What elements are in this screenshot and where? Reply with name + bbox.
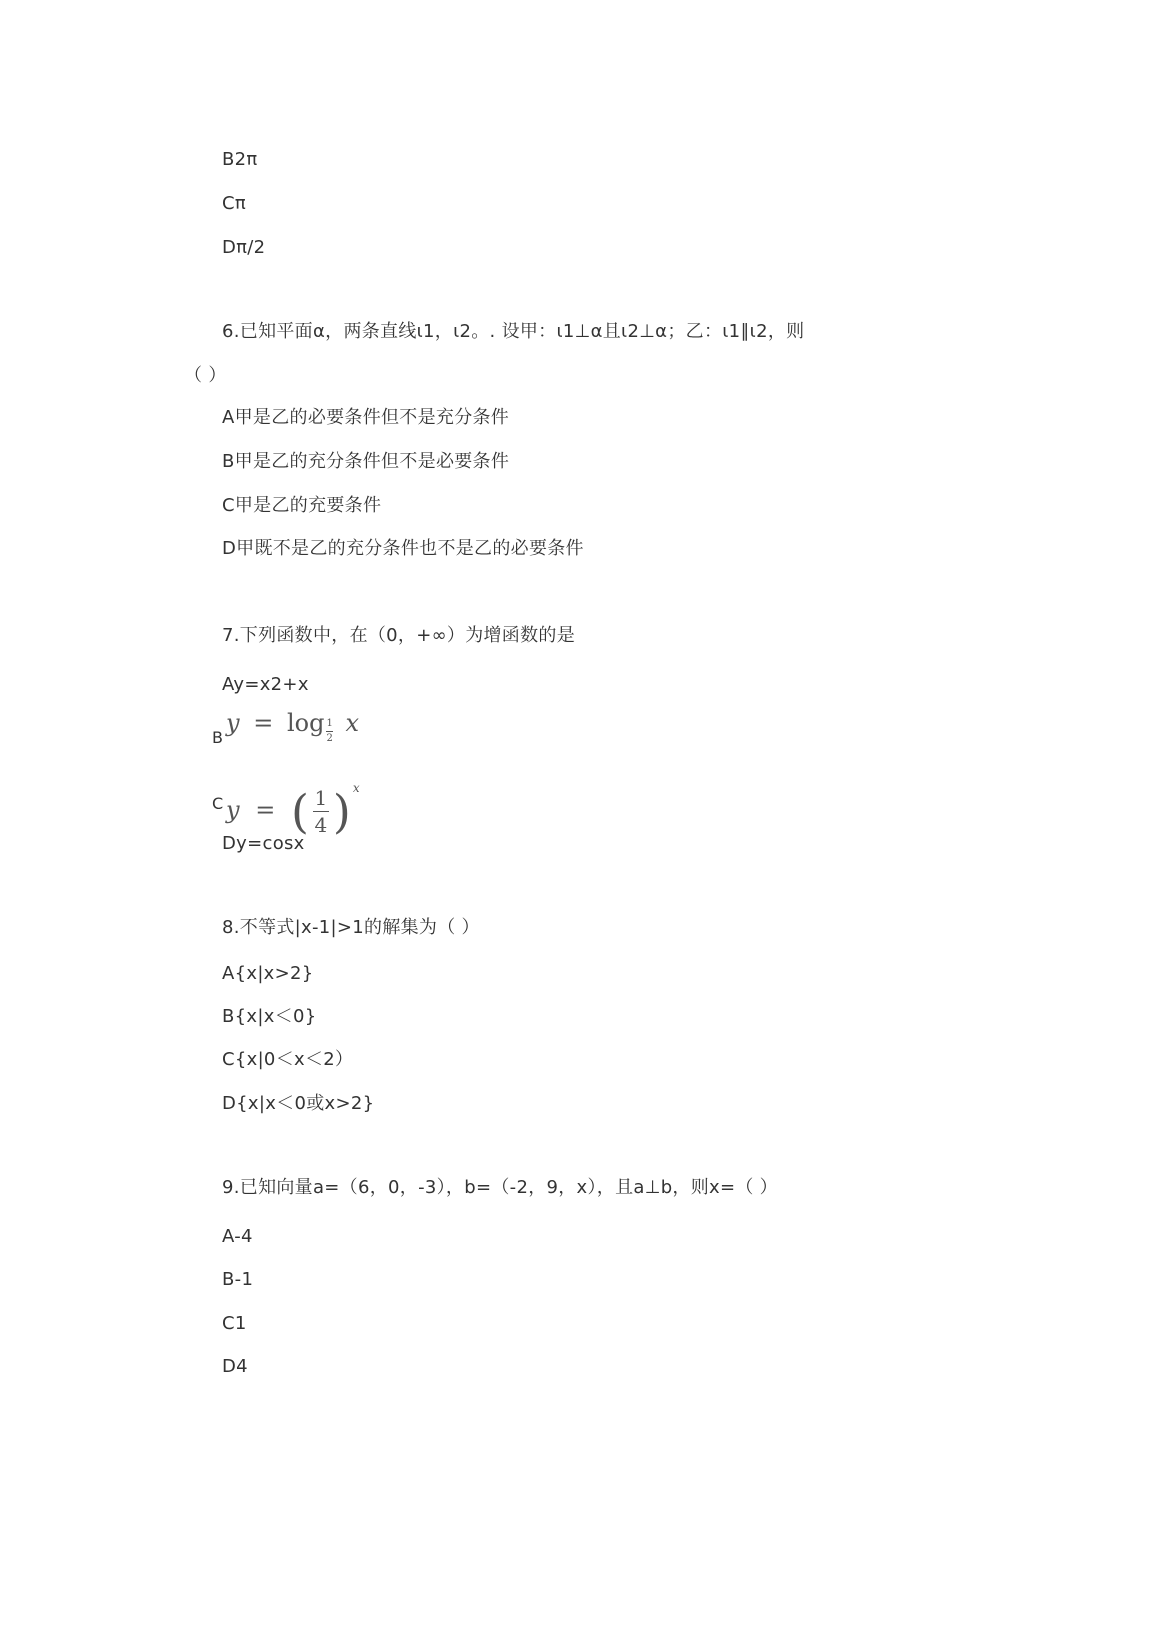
- formula-log-half-x: y = log $\frac{1}{2}$ x: [226, 709, 360, 744]
- question-9-stem: 9.已知向量a=（6，0，-3），b=（-2，9，x），且a⊥b，则x=（ ）: [222, 1177, 778, 1198]
- option-q9-b: B-1: [222, 1269, 254, 1290]
- option-q7-d: Dy=cosx: [222, 833, 305, 854]
- log-base-fraction: $\frac{1}{2}$: [326, 718, 333, 744]
- option-q7-b-letter: B: [212, 728, 223, 747]
- option-q6-a: A甲是乙的必要条件但不是充分条件: [222, 407, 510, 428]
- question-6-stem: 6.已知平面α，两条直线ι1，ι2。. 设甲：ι1⊥α且ι2⊥α；乙：ι1∥ι2，则: [222, 321, 805, 342]
- option-q5-c: Cπ: [222, 193, 247, 214]
- option-q7-c-letter: C: [212, 794, 224, 813]
- option-q6-c: C甲是乙的充要条件: [222, 495, 382, 516]
- option-q6-b: B甲是乙的充分条件但不是必要条件: [222, 451, 510, 472]
- option-q5-b: B2π: [222, 149, 258, 170]
- option-q5-d: Dπ/2: [222, 237, 266, 258]
- formula-quarter-power-x: y = ( $\frac{1}{4}$ ) $^x$: [226, 781, 360, 839]
- option-q9-c: C1: [222, 1313, 247, 1334]
- question-7-stem: 7.下列函数中，在（0，+∞）为增函数的是: [222, 625, 576, 646]
- option-q8-c: C{x|0＜x＜2）: [222, 1049, 354, 1070]
- option-q9-d: D4: [222, 1356, 248, 1377]
- base-fraction: $\frac{1}{4}$: [314, 786, 328, 837]
- option-q8-b: B{x|x＜0}: [222, 1006, 317, 1027]
- question-6-stem-continued: （ ）: [184, 365, 227, 386]
- option-q8-d: D{x|x＜0或x>2}: [222, 1093, 375, 1114]
- option-q8-a: A{x|x>2}: [222, 963, 314, 984]
- question-8-stem: 8.不等式|x-1|>1的解集为（ ）: [222, 917, 480, 938]
- option-q6-d: D甲既不是乙的充分条件也不是乙的必要条件: [222, 538, 584, 559]
- option-q9-a: A-4: [222, 1226, 253, 1247]
- option-q7-a: Ay=x2+x: [222, 674, 309, 695]
